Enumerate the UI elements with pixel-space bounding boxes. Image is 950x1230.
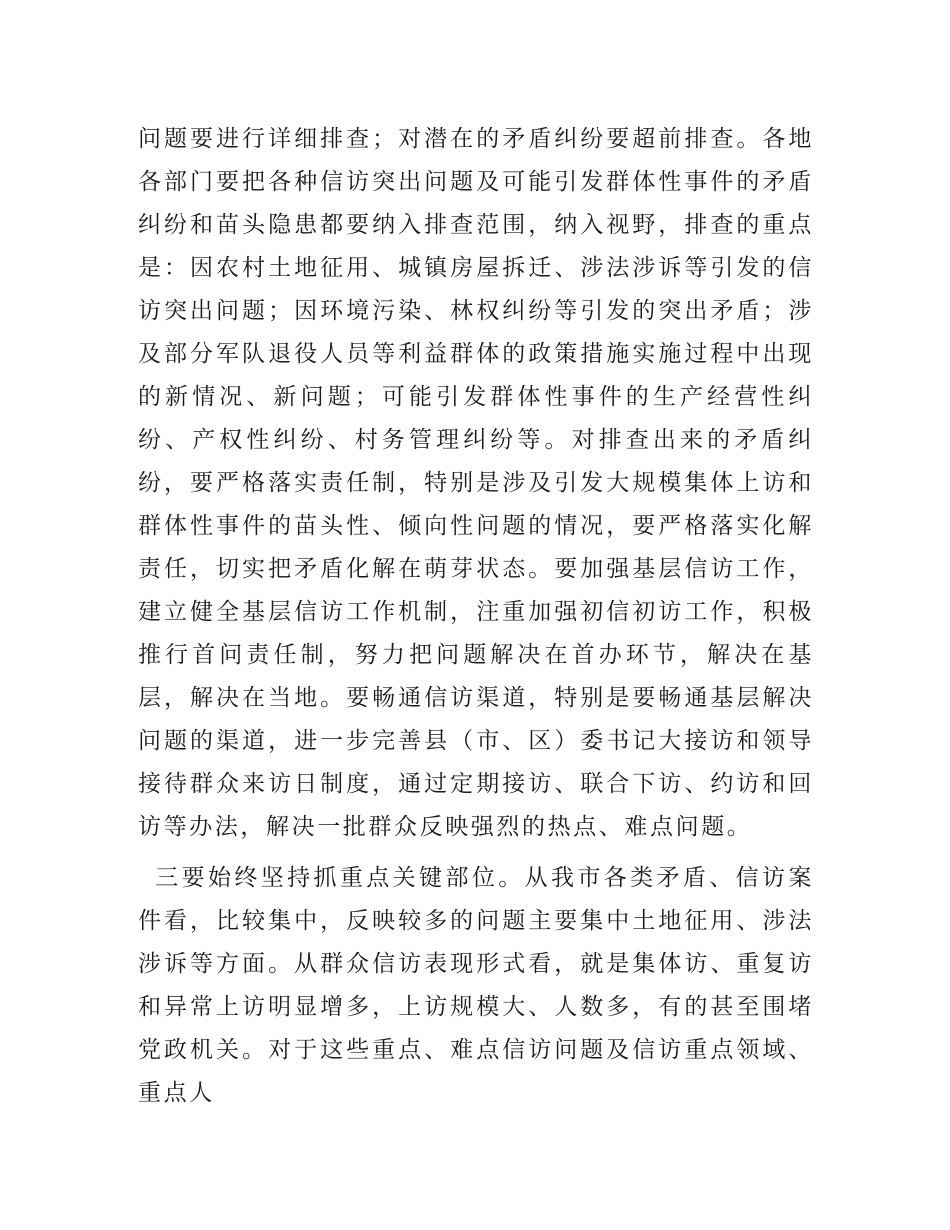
paragraph-continuation: 问题要进行详细排查；对潜在的矛盾纠纷要超前排查。各地各部门要把各种信访突出问题及可能引发群体性事件的矛盾纠纷和苗头隐患都要纳入排查范围，纳入视野，排查的重点是：因农村土地征用、城镇房屋拆迁、涉法涉诉等引发的信访突出问题；因环境污染、林权纠纷等引发的突出矛盾；涉及部分军队退役人员等利益群体的政策措施实施过程中出现的新情况、新问题；可能引发群体性事件的生产经营性纠纷、产权性纠纷、村务管理纠纷等。对排查出来的矛盾纠纷，要严格落实责任制，特别是涉及引发大规模集体上访和群体性事件的苗头性、倾向性问题的情况，要严格落实化解责任，切实把矛盾化解在萌芽状态。要加强基层信访工作，建立健全基层信访工作机制，注重加强初信初访工作，积极推行首问责任制，努力把问题解决在首办环节，解决在基层，解决在当地。要畅通信访渠道，特别是要畅通基层解决问题的渠道，进一步完善县（市、区）委书记大接访和领导接待群众来访日制度，通过定期接访、联合下访、约访和回访等办法，解决一批群众反映强烈的热点、难点问题。 [138, 126, 814, 840]
paragraph-section-three: 三要始终坚持抓重点关键部位。从我市各类矛盾、信访案件看，比较集中，反映较多的问题主要集中土地征用、涉法涉诉等方面。从群众信访表现形式看，就是集体访、重复访和异常上访明显增多，上访规模大、人数多，有的甚至围堵党政机关。对于这些重点、难点信访问题及信访重点领域、重点人 [138, 865, 814, 1106]
document-body [138, 118, 814, 1115]
